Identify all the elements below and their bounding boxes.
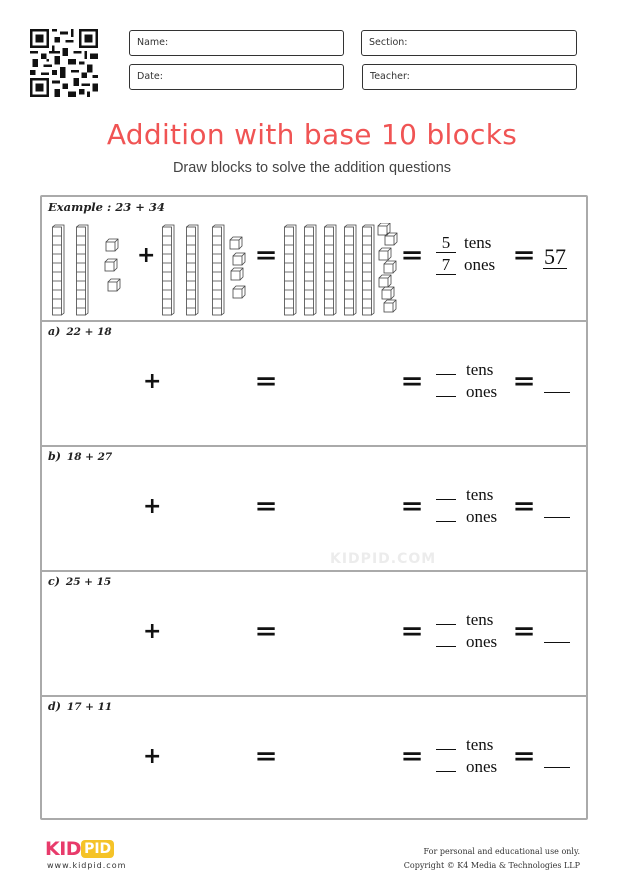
- plus-sign: +: [143, 494, 162, 519]
- question-label: b) 18 + 27: [48, 450, 113, 463]
- equals-sign: =: [400, 617, 424, 645]
- ones-blank[interactable]: [436, 756, 456, 772]
- equals-sign: =: [254, 241, 278, 269]
- teacher-field[interactable]: Teacher:: [362, 64, 577, 90]
- equals-sign: =: [512, 492, 536, 520]
- tens-label: tens: [466, 735, 494, 754]
- ones-label: ones: [466, 507, 498, 526]
- tens-blank[interactable]: [436, 734, 456, 750]
- base10-blocks-34-icon: [160, 223, 250, 317]
- plus-sign: +: [143, 619, 162, 644]
- tens-label: tens: [466, 610, 494, 629]
- ones-digit: 7: [436, 256, 456, 275]
- ones-blank[interactable]: [436, 381, 456, 397]
- equals-sign: =: [254, 492, 278, 520]
- instructions: Draw blocks to solve the addition questions: [172, 160, 452, 176]
- example-label: Example : 23 + 34: [48, 200, 165, 214]
- place-value-breakdown[interactable]: [436, 734, 497, 778]
- qr-code-icon: [29, 29, 99, 97]
- question-row-a: [42, 322, 586, 447]
- equals-sign: =: [512, 742, 536, 770]
- answer-blank[interactable]: [544, 392, 570, 393]
- tens-blank[interactable]: [436, 609, 456, 625]
- base10-blocks-57-icon: [282, 223, 407, 319]
- plus-sign: +: [143, 369, 162, 394]
- equals-sign: =: [254, 617, 278, 645]
- place-value-breakdown[interactable]: [436, 484, 497, 528]
- logo-pid-text: PID: [81, 840, 114, 858]
- equals-sign: =: [400, 492, 424, 520]
- equals-sign: =: [400, 241, 424, 269]
- question-row-b: [42, 447, 586, 572]
- question-label: d) 17 + 11: [48, 700, 113, 713]
- question-problem: 18 + 27: [66, 451, 113, 463]
- equals-sign: =: [512, 241, 536, 269]
- ones-blank[interactable]: [436, 506, 456, 522]
- equals-sign: =: [254, 742, 278, 770]
- website-url: www.kidpid.com: [47, 861, 127, 870]
- worksheet-grid: [40, 195, 588, 820]
- date-field[interactable]: Date:: [129, 64, 344, 90]
- ones-label: ones: [466, 757, 498, 776]
- question-row-d: [42, 697, 586, 818]
- ones-label: ones: [466, 632, 498, 651]
- question-problem: 17 + 11: [66, 701, 113, 713]
- tens-label: tens: [464, 233, 492, 252]
- ones-label: ones: [464, 255, 496, 274]
- answer-blank[interactable]: [544, 767, 570, 768]
- watermark: KIDPID.COM: [330, 551, 437, 567]
- equals-sign: =: [400, 742, 424, 770]
- question-label: c) 25 + 15: [48, 575, 112, 588]
- place-value-breakdown: [436, 232, 495, 276]
- tens-blank[interactable]: [436, 359, 456, 375]
- tens-label: tens: [466, 485, 494, 504]
- ones-label: ones: [466, 382, 498, 401]
- equals-sign: =: [512, 367, 536, 395]
- plus-sign: +: [137, 243, 156, 268]
- question-label: a) 22 + 18: [48, 325, 112, 338]
- equals-sign: =: [400, 367, 424, 395]
- name-field[interactable]: Name:: [129, 30, 344, 56]
- tens-blank[interactable]: [436, 484, 456, 500]
- copyright-text: Copyright © K4 Media & Technologies LLP: [403, 861, 580, 870]
- page-title: Addition with base 10 blocks: [106, 118, 518, 151]
- question-problem: 25 + 15: [65, 576, 112, 588]
- example-row: [42, 197, 586, 322]
- copyright-note: [404, 845, 580, 873]
- answer-blank[interactable]: [544, 517, 570, 518]
- tens-label: tens: [466, 360, 494, 379]
- equals-sign: =: [512, 617, 536, 645]
- logo-kid-text: KID: [45, 838, 82, 860]
- place-value-breakdown[interactable]: [436, 609, 497, 653]
- kidpid-logo: [45, 838, 114, 860]
- plus-sign: +: [143, 744, 162, 769]
- place-value-breakdown[interactable]: [436, 359, 497, 403]
- usage-note: For personal and educational use only.: [423, 847, 580, 856]
- answer-blank[interactable]: [544, 642, 570, 643]
- section-field[interactable]: Section:: [361, 30, 577, 56]
- equals-sign: =: [254, 367, 278, 395]
- tens-digit: 5: [436, 234, 456, 253]
- question-problem: 22 + 18: [66, 326, 112, 338]
- base10-blocks-23-icon: [50, 223, 130, 317]
- question-row-c: [42, 572, 586, 697]
- ones-blank[interactable]: [436, 631, 456, 647]
- example-answer: 57: [544, 244, 566, 269]
